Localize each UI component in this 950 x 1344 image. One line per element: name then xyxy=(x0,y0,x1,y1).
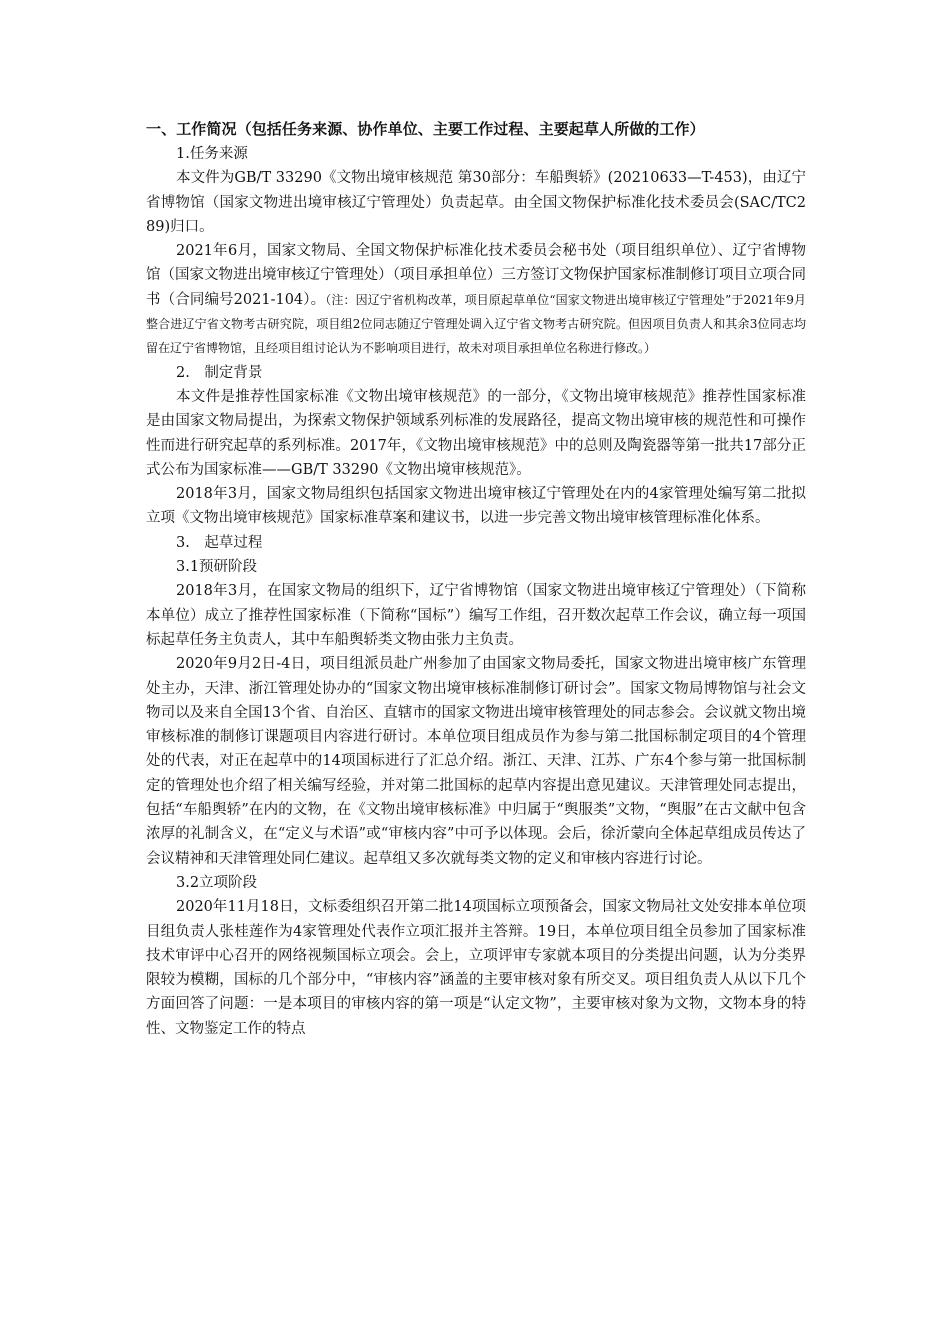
background-paragraph-2: 2018年3月，国家文物局组织包括国家文物进出境审核辽宁管理处在内的4家管理处编写第二批拟立项《文物出境审核规范》国家标准草案和建议书，以进一步完善文物出境审核管理标准化体系。 xyxy=(146,486,806,527)
task-source-paragraph-1: 本文件为GB/T 33290《文物出境审核规范 第30部分：车船舆轿》(20210633—T-453)，由辽宁省博物馆（国家文物进出境审核辽宁管理处）负责起草。由全国文物保护标准化技术委员会(SAC/TC289)归口。 xyxy=(146,170,806,235)
stage1-paragraph-2: 2020年9月2日-4日，项目组派员赴广州参加了由国家文物局委托，国家文物进出境审核广东管理处主办，天津、浙江管理处协办的“国家文物出境审核标准制修订研讨会”。国家文物局博物馆与社会文物司以及来自全国13个省、自治区、直辖市的国家文物进出境审核管理处的同志参会。会议就文物出境审核标准的制修订课题项目内容进行研讨。本单位项目组成员作为参与第二批国标制定项目的4个管理处的代表，对正在起草中的14项国标进行了汇总介绍。浙江、天津、江苏、广东4个参与第一批国标制定的管理处也介绍了相关编写经验，并对第二批国标的起草内容提出意见建议。天津管理处同志提出，包括“车船舆轿”在内的文物，在《文物出境审核标准》中归属于“舆服类”文物，“舆服”在古文献中包含浓厚的礼制含义，在“定义与术语”或“审核内容”中可予以体现。会后，徐沂蒙向全体起草组成员传达了会议精神和天津管理处同仁建议。起草组又多次就每类文物的定义和审核内容进行讨论。 xyxy=(146,656,806,867)
background-paragraph-1: 本文件是推荐性国家标准《文物出境审核规范》的一部分，《文物出境审核规范》推荐性国家标准是由国家文物局提出，为探索文物保护领域系列标准的发展路径，提高文物出境审核的规范性和可操作性而进行研究起草的系列标准。2017年，《文物出境审核规范》中的总则及陶瓷器等第一批共17部分正式公布为国家标准——GB/T 33290《文物出境审核规范》。 xyxy=(146,388,806,478)
task-source-note: （注：因辽宁省机构改革，项目原起草单位“国家文物进出境审核辽宁管理处”于2021年9月整合进辽宁省文物考古研究院，项目组2位同志随辽宁管理处调入辽宁省文物考古研究院。但因项目负责人和其余3位同志均留在辽宁省博物馆，且经项目组讨论认为不影响项目进行，故未对项目承担单位名称进行修改。） xyxy=(146,292,806,356)
stage2-paragraph-1: 2020年11月18日，文标委组织召开第二批14项国标立项预备会，国家文物局社文处安排本单位项目组负责人张桂莲作为4家管理处代表作立项汇报并主答辩。19日，本单位项目组全员参加了国家标准技术审评中心召开的网络视频国标立项会。会上，立项评审专家就本项目的分类提出问题，认为分类界限较为模糊，国标的几个部分中，“审核内容”涵盖的主要审核对象有所交叉。项目组负责人从以下几个方面回答了问题：一是本项目的审核内容的第一项是“认定文物”，主要审核对象为文物，文物本身的特性、文物鉴定工作的特点 xyxy=(146,899,806,1037)
stage2-title: 3.2立项阶段 xyxy=(176,874,258,891)
stage1-paragraph-1: 2018年3月，在国家文物局的组织下，辽宁省博物馆（国家文物进出境审核辽宁管理处）（下简称本单位）成立了推荐性国家标准（下简称“国标”）编写工作组，召开数次起草工作会议，确立每一项国标起草任务主负责人，其中车船舆轿类文物由张力主负责。 xyxy=(146,583,806,648)
task-source-paragraph-2 xyxy=(146,239,806,360)
task-source-title: 1.任务来源 xyxy=(176,146,248,162)
drafting-title: 3. 起草过程 xyxy=(176,534,263,551)
background-title: 2. 制定背景 xyxy=(176,364,263,381)
section-heading: 一、工作简况（包括任务来源、协作单位、主要工作过程、主要起草人所做的工作） xyxy=(146,120,705,138)
task-source-paragraph-2-main: 2021年6月，国家文物局、全国文物保护标准化技术委员会秘书处（项目组织单位）、辽宁省博物馆（国家文物进出境审核辽宁管理处）（项目承担单位）三方签订文物保护国家标准制修订项目立项合同书（合同编号2021-104）。 xyxy=(146,243,806,308)
stage1-title: 3.1预研阶段 xyxy=(176,559,258,576)
document-page xyxy=(146,116,806,1041)
